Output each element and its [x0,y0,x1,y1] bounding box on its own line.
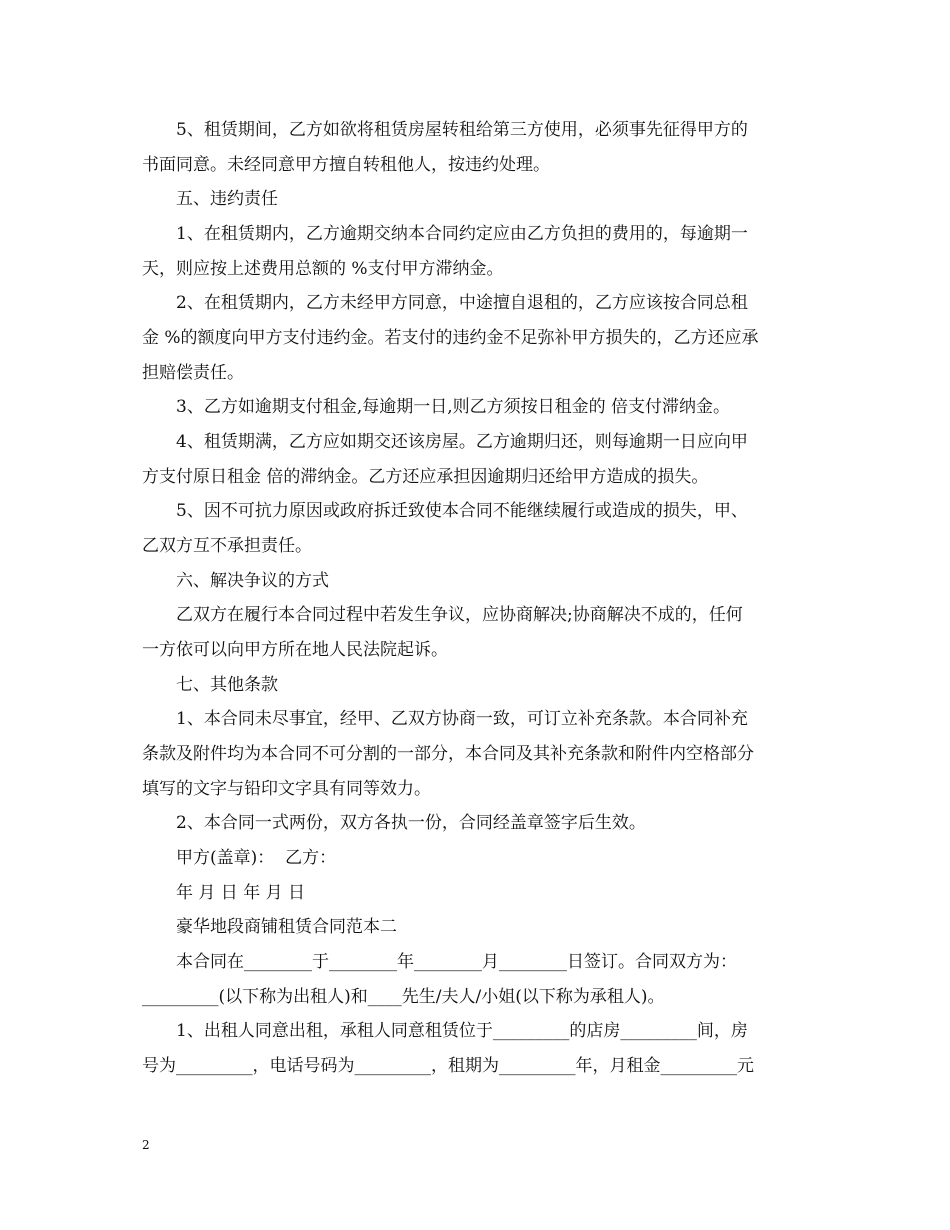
section-heading-other-terms: 七、其他条款 [176,675,278,695]
clause-1-late-fees-line2: 天，则应按上述费用总额的 %支付甲方滞纳金。 [142,259,504,279]
contract-two-title: 豪华地段商铺租赁合同范本二 [176,917,397,937]
contract-two-clause-1-line1: 1、出租人同意出租，承租人同意租赁位于_________的店房_________间，房 [176,1021,748,1041]
signature-date-line: 年 月 日 年 月 日 [176,883,306,903]
disputes-text-line2: 一方依可以向甲方所在地人民法院起诉。 [142,640,448,660]
section-heading-disputes: 六、解决争议的方式 [176,571,329,591]
paragraph-5-sublease-line2: 书面同意。未经同意甲方擅自转租他人，按违约处理。 [142,155,550,175]
clause-5-force-majeure-line1: 5、因不可抗力原因或政府拆迁致使本合同不能继续履行或造成的损失，甲、 [176,501,748,521]
clause-5-force-majeure-line2: 乙双方互不承担责任。 [142,536,312,556]
disputes-text-line1: 乙双方在履行本合同过程中若发生争议，应协商解决;协商解决不成的，任何 [176,605,743,625]
contract-two-clause-1-line2: 号为_________，电话号码为_________，租期为_________年，月租金_________元 [142,1056,754,1076]
other-terms-clause-1-line1: 1、本合同未尽事宜，经甲、乙双方协商一致，可订立补充条款。本合同补充 [176,709,748,729]
other-terms-clause-1-line3: 填写的文字与铅印文字具有同等效力。 [142,779,431,799]
other-terms-clause-1-line2: 条款及附件均为本合同不可分割的一部分，本合同及其补充条款和附件内空格部分 [142,744,754,764]
other-terms-clause-2: 2、本合同一式两份，双方各执一份，合同经盖章签字后生效。 [176,813,646,833]
paragraph-5-sublease-line1: 5、租赁期间，乙方如欲将租赁房屋转租给第三方使用，必须事先征得甲方的 [176,120,748,140]
page-number: 2 [142,1138,150,1152]
clause-4-lease-expiry-line1: 4、租赁期满，乙方应如期交还该房屋。乙方逾期归还，则每逾期一日应向甲 [176,432,748,452]
signature-parties-line: 甲方(盖章)： 乙方： [176,848,337,868]
clause-2-early-termination-line3: 担赔偿责任。 [142,363,244,383]
clause-4-lease-expiry-line2: 方支付原日租金 倍的滞纳金。乙方还应承担因逾期归还给甲方造成的损失。 [142,467,709,487]
clause-3-late-rent: 3、乙方如逾期支付租金,每逾期一日,则乙方须按日租金的 倍支付滞纳金。 [176,397,731,417]
clause-1-late-fees-line1: 1、在租赁期内，乙方逾期交纳本合同约定应由乙方负担的费用的，每逾期一 [176,224,748,244]
clause-2-early-termination-line2: 金 %的额度向甲方支付违约金。若支付的违约金不足弥补甲方损失的，乙方还应承 [142,328,759,348]
contract-two-intro-line1: 本合同在________于________年________月________日签订。合同双方为： [176,952,737,972]
clause-2-early-termination-line1: 2、在租赁期内，乙方未经甲方同意，中途擅自退租的，乙方应该按合同总租 [176,293,748,313]
section-heading-breach: 五、违约责任 [176,189,278,209]
contract-two-intro-line2: _________(以下称为出租人)和____先生/夫人/小姐(以下称为承租人)。 [142,987,665,1007]
